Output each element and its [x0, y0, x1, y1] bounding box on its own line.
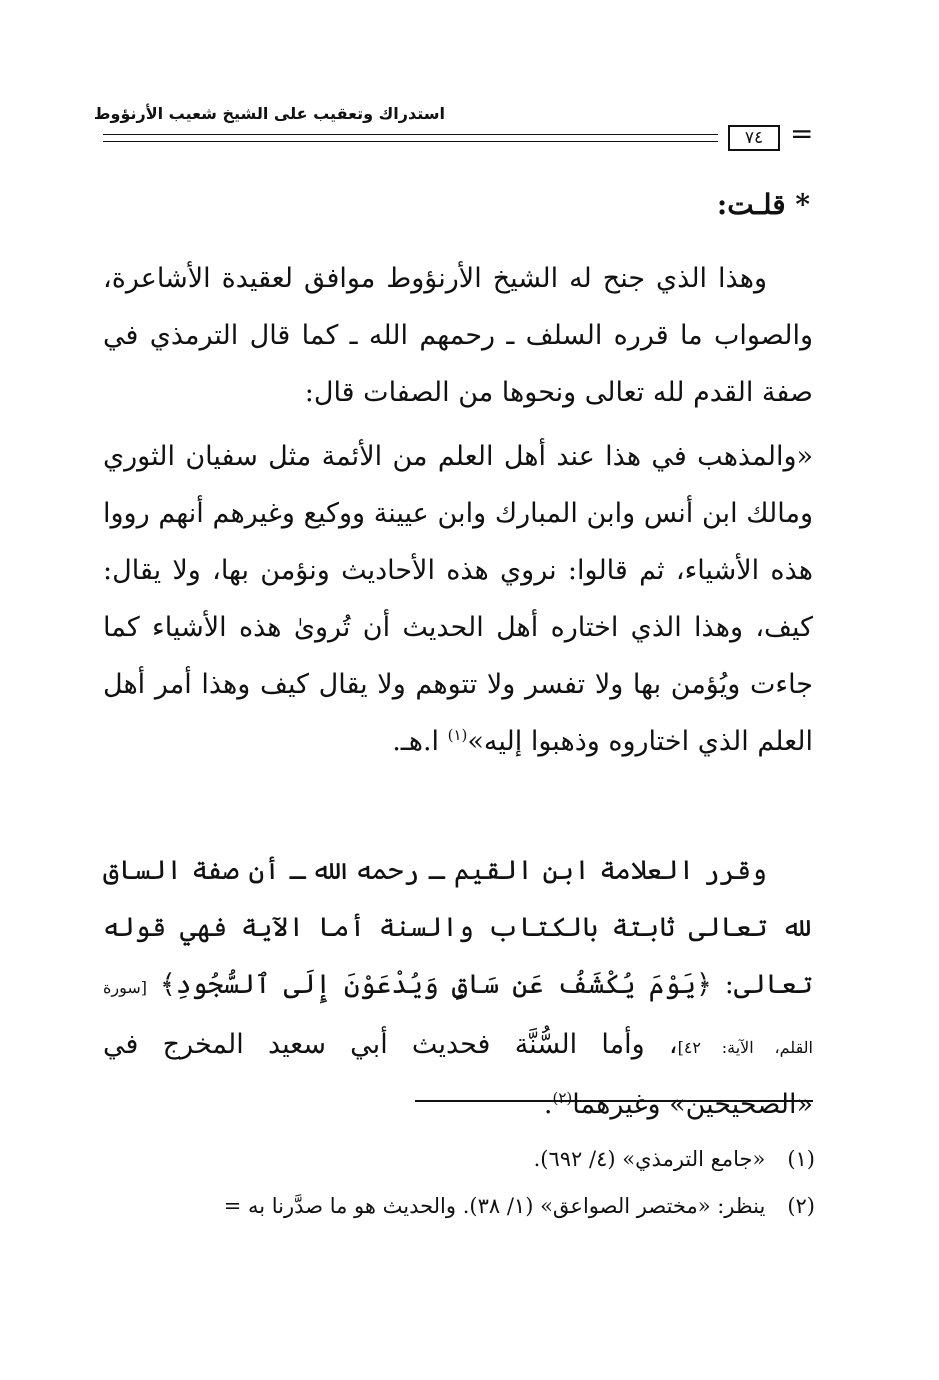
footnote-ref-2[interactable]: (٢) [552, 1089, 573, 1107]
footnote-2-text: ينظر: «مختصر الصواعق» (١/ ٣٨). والحديث هو ما صدَّرنا به = [223, 1194, 766, 1218]
header-rule-top [103, 134, 718, 135]
header-rule-bottom [103, 141, 718, 142]
quran-citation: [سورة القلم، الآية: ٤٢] [103, 978, 813, 1057]
footnote-separator [415, 1100, 813, 1102]
paragraph-2-text: «والمذهب في هذا عند أهل العلم من الأئمة مثل سفيان الثوري ومالك ابن أنس وابن المبارك وابن عيينة ووكيع وغيرهم أنهم رووا هذه الأشياء، ثم قالوا: نروي هذه الأحاديث ونؤمن بها، ولا يقال: كيف، وهذا الذي اختاره أهل الحديث أن تُروىٰ هذه الأشياء كما جاءت ويُؤمن بها ولا تفسر ولا تتوهم ولا يقال كيف وهذا أمر أهل العلم الذي اختاروه وذهبوا إليه» [103, 441, 814, 757]
page-number: ٧٤ [728, 125, 780, 151]
paragraph-3 [103, 842, 813, 1133]
paragraph-2-end: ا.هـ. [392, 726, 448, 757]
footnote-1 [90, 1143, 815, 1175]
paragraph-3-text: وقرر العلامة ابن القيم ـ رحمه الله ـ أن صفة الساق لله تعالى ثابتة بالكتاب والسنة أما الآية فهي قوله تعالى: ﴿يَوْمَ يُكْشَفُ عَن سَاقٍ وَيُدْعَوْنَ إِلَى ٱلسُّجُودِ﴾ [103, 855, 813, 1000]
paragraph-3-tail: ، وأما السُّنَّة فحديث أبي سعيد المخرج في «الصحيحين» وغيرهما [103, 1029, 813, 1120]
footnote-2-number: (٢) [787, 1194, 815, 1218]
paragraph-3-end: . [543, 1089, 553, 1120]
footnote-1-text: «جامع الترمذي» (٤/ ٦٩٢). [533, 1147, 766, 1171]
footnote-ref-1[interactable]: (١) [447, 726, 468, 744]
running-title: استدراك وتعقيب على الشيخ شعيب الأرنؤوط [93, 104, 445, 123]
paragraph-1-text: وهذا الذي جنح له الشيخ الأرنؤوط موافق لعقيدة الأشاعرة، والصواب ما قرره السلف ـ رحمهم الله ـ كما قال الترمذي في صفة القدم لله تعالى ونحوها من الصفات قال: [103, 263, 813, 408]
footnote-2 [90, 1190, 815, 1222]
paragraph-1 [103, 250, 813, 421]
section-heading: * قلـت: [716, 188, 810, 221]
paragraph-2-quote [103, 428, 813, 770]
continuation-mark: = [790, 117, 814, 150]
footnote-1-number: (١) [787, 1147, 815, 1171]
